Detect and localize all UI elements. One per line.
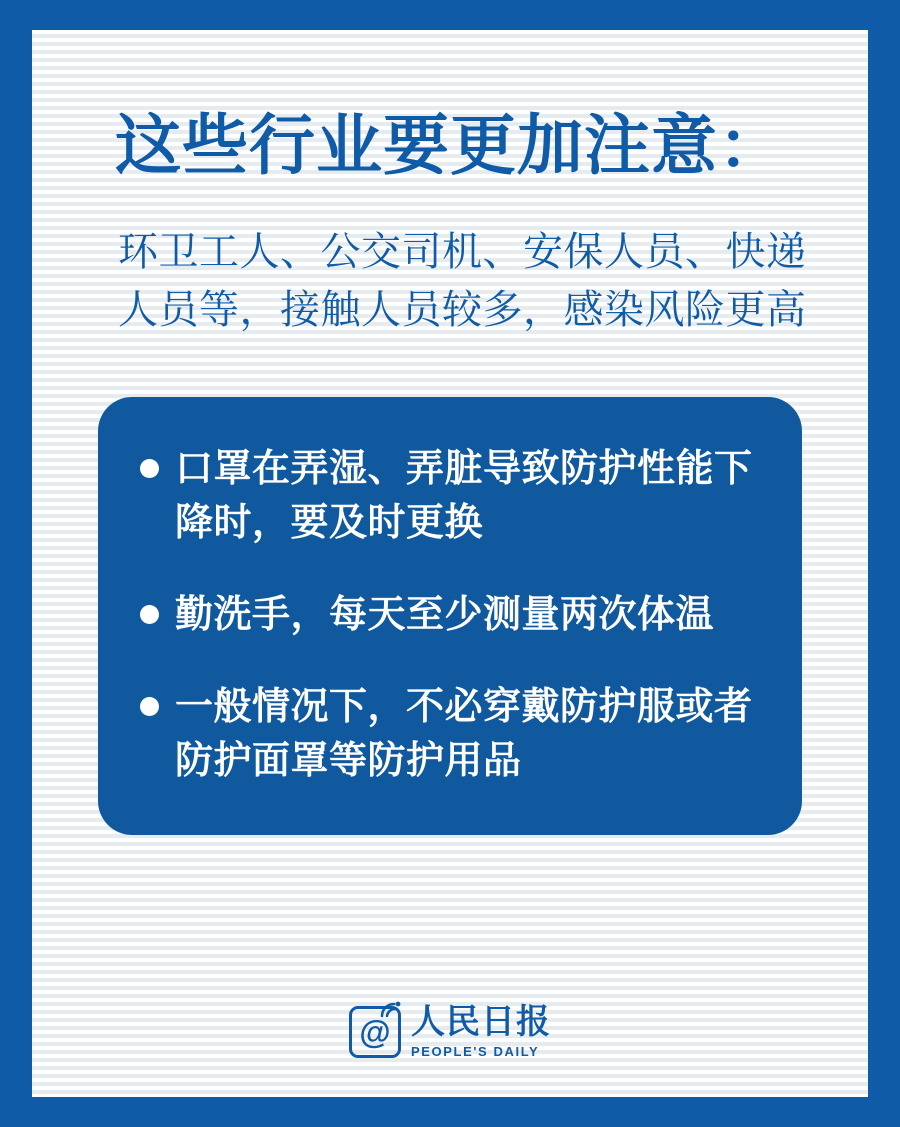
list-item-text: 口罩在弄湿、弄脏导致防护性能下降时，要及时更换 bbox=[175, 448, 753, 545]
poster-card bbox=[32, 30, 868, 1097]
page-title: 这些行业要更加注意： bbox=[115, 108, 785, 182]
list-item bbox=[140, 681, 764, 789]
intro-paragraph: 环卫工人、公交司机、安保人员、快递人员等，接触人员较多，感染风险更高 bbox=[118, 230, 807, 333]
tips-panel bbox=[98, 397, 802, 835]
list-item-text: 一般情况下，不必穿戴防护服或者防护面罩等防护用品 bbox=[175, 686, 753, 783]
brand-block bbox=[411, 1005, 551, 1059]
bullet-dot-icon bbox=[140, 605, 159, 624]
signal-wave-icon bbox=[380, 1000, 402, 1018]
publisher-logo bbox=[349, 1005, 551, 1059]
brand-name-en: PEOPLE'S DAILY bbox=[411, 1044, 540, 1059]
footer bbox=[80, 1005, 820, 1077]
list-item-text: 勤洗手，每天至少测量两次体温 bbox=[175, 594, 715, 637]
bullet-dot-icon bbox=[140, 459, 159, 478]
brand-name-cn: 人民日报 bbox=[411, 1003, 551, 1042]
at-sign-icon bbox=[349, 1006, 401, 1058]
at-sign-glyph: @ bbox=[359, 1014, 391, 1051]
bullet-dot-icon bbox=[140, 697, 159, 716]
list-item bbox=[140, 589, 764, 643]
list-item bbox=[140, 443, 764, 551]
